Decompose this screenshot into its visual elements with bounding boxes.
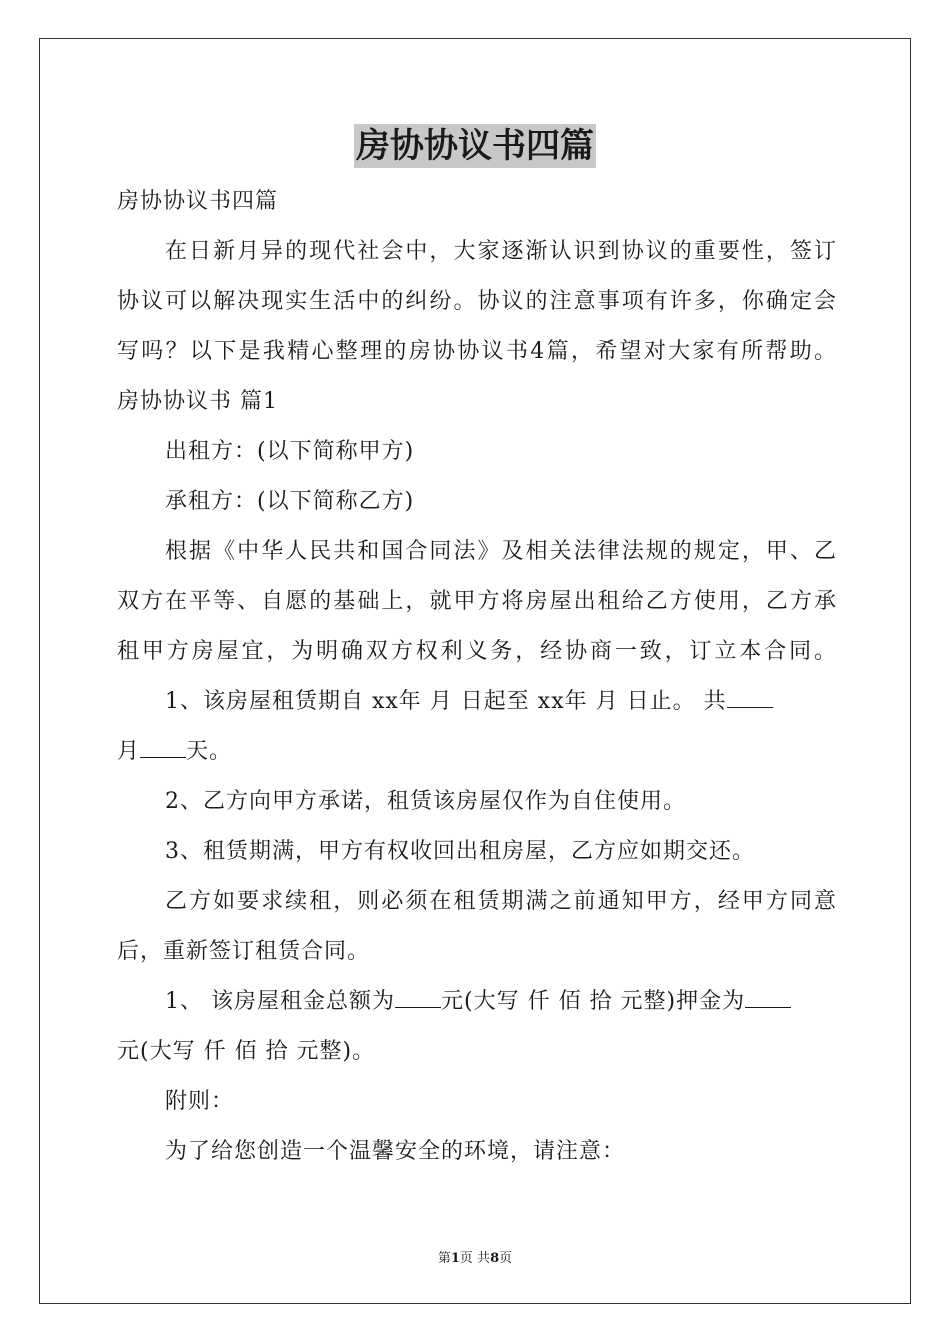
clause-1-day: 天。 <box>186 739 233 764</box>
appendix-label: 附则： <box>165 1089 235 1114</box>
rent-clause-part-2: 元(大写 仟 佰 拾 元整)押金为 <box>441 989 746 1014</box>
clause-2: 2、乙方向甲方承诺，租赁该房屋仅作为自住使用。 <box>165 789 686 814</box>
page-current: 1 <box>450 1251 460 1266</box>
renewal-line-2: 后，重新签订租赁合同。 <box>117 939 371 964</box>
document-title <box>0 124 950 168</box>
page-mid: 页 共 <box>459 1251 491 1266</box>
notice-line: 为了给您创造一个温馨安全的环境，请注意： <box>165 1139 626 1164</box>
page-prefix: 第 <box>437 1251 451 1266</box>
blank-field <box>727 687 773 708</box>
clause-1-text: 1、该房屋租赁期自 xx年 月 日起至 xx年 月 日止。 共 <box>165 689 727 714</box>
blank-field <box>140 737 186 758</box>
blank-field <box>395 987 441 1008</box>
rent-clause-part-1: 1、 该房屋租金总额为 <box>165 989 395 1014</box>
renewal-line-1: 乙方如要求续租，则必须在租赁期满之前通知甲方，经甲方同意 <box>165 889 837 914</box>
rent-clause-line-1 <box>117 977 837 1027</box>
basis-line-3: 租甲方房屋宜，为明确双方权利义务，经协商一致，订立本合同。 <box>117 639 837 664</box>
document-title-text: 房协协议书四篇 <box>356 126 594 166</box>
clause-1-line-1 <box>117 677 837 727</box>
intro-line-3: 写吗？以下是我精心整理的房协协议书4篇，希望对大家有所帮助。 <box>117 339 837 364</box>
clause-3: 3、租赁期满，甲方有权收回出租房屋，乙方应如期交还。 <box>165 839 755 864</box>
page-total: 8 <box>490 1251 500 1266</box>
intro-line-2: 协议可以解决现实生活中的纠纷。协议的注意事项有许多，你确定会 <box>117 289 837 314</box>
section-heading: 房协协议书 篇1 <box>117 389 278 414</box>
basis-line-2: 双方在平等、自愿的基础上，就甲方将房屋出租给乙方使用，乙方承 <box>117 589 837 614</box>
basis-line-1: 根据《中华人民共和国合同法》及相关法律法规的规定，甲、乙 <box>165 539 837 564</box>
document-body <box>117 177 837 1177</box>
rent-clause-line-2: 元(大写 仟 佰 拾 元整)。 <box>117 1039 376 1064</box>
intro-line-1: 在日新月异的现代社会中，大家逐渐认识到协议的重要性，签订 <box>165 239 837 264</box>
lessee-line: 承租方：(以下简称乙方) <box>165 489 415 514</box>
page-footer <box>0 1247 950 1266</box>
blank-field <box>745 987 791 1008</box>
lessor-line: 出租方：(以下简称甲方) <box>165 439 415 464</box>
clause-1-line-2 <box>117 727 837 777</box>
clause-1-month: 月 <box>117 739 141 764</box>
document-subtitle: 房协协议书四篇 <box>117 189 279 214</box>
page-suffix: 页 <box>499 1251 513 1266</box>
